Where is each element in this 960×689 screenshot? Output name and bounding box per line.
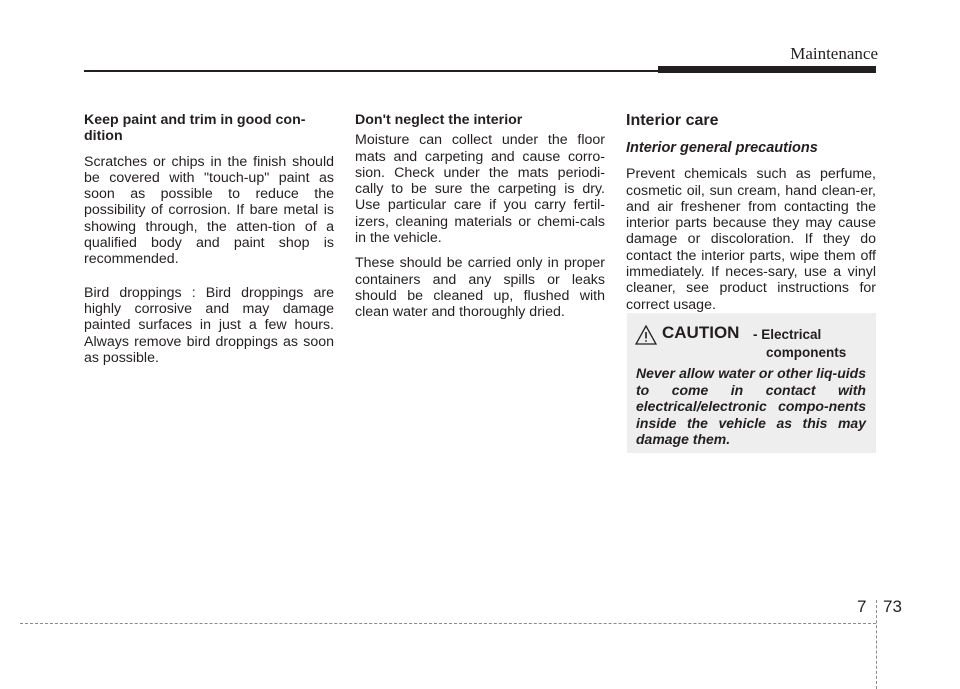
page-number: 73 (883, 597, 902, 616)
paragraph-moisture: Moisture can collect under the floor mats and carpeting and cause corro-sion. Check under the mats periodi-cally to be sure the carpeting is dry. Use particular care if you carry fertil-izers, cleaning materials or chemi-cals in the vehicle. (355, 132, 605, 247)
paragraph-scratches: Scratches or chips in the finish should be covered with "touch-up" paint as soon as possible to reduce the possibility of corrosion. If bare metal is showing through, the atten-tion of a qualified body and paint shop is recommended. (84, 153, 334, 268)
caution-label: CAUTION (662, 323, 740, 342)
header-rule (84, 70, 876, 72)
page-section-title: Maintenance (790, 44, 878, 63)
chapter-number: 7 (857, 597, 867, 616)
paragraph-chemicals: Prevent chemicals such as perfume, cosmetic oil, sun cream, hand clean-er, and air freshener from contacting the interior parts because they may cause damage or discoloration. If they do contact the interior parts, wipe them off immediately. If neces-sary, use a vinyl cleaner, see product instructions for correct usage. (626, 166, 876, 313)
column-paint-care (84, 112, 334, 375)
caution-subtitle-line1: - Electrical (753, 327, 822, 342)
section-title-interior-care: Interior care (626, 112, 719, 129)
heading-paint-trim: Keep paint and trim in good con-dition (84, 112, 306, 145)
column-interior-neglect (355, 112, 605, 330)
paragraph-bird-droppings: Bird droppings : Bird droppings are highly corrosive and may damage painted surfaces in just a few hours. Always remove bird droppings as soon as possible. (84, 284, 334, 366)
caution-header (635, 323, 875, 363)
caution-text: Never allow water or other liq-uids to come in contact with electrical/electronic compo-nents inside the vehicle as this may damage them. (636, 365, 866, 447)
footer-page-divider (876, 600, 877, 689)
subsection-title-precautions: Interior general precautions (626, 140, 818, 156)
caution-subtitle-line2: components (766, 345, 847, 360)
footer-dashed-rule (20, 623, 876, 624)
paragraph-containers: These should be carried only in proper containers and any spills or leaks should be cleaned up, flushed with clean water and thoroughly dried. (355, 255, 605, 321)
heading-interior: Don't neglect the interior (355, 112, 523, 128)
column-interior-care (626, 112, 876, 322)
warning-triangle-icon (635, 325, 657, 345)
caution-box (627, 313, 876, 453)
